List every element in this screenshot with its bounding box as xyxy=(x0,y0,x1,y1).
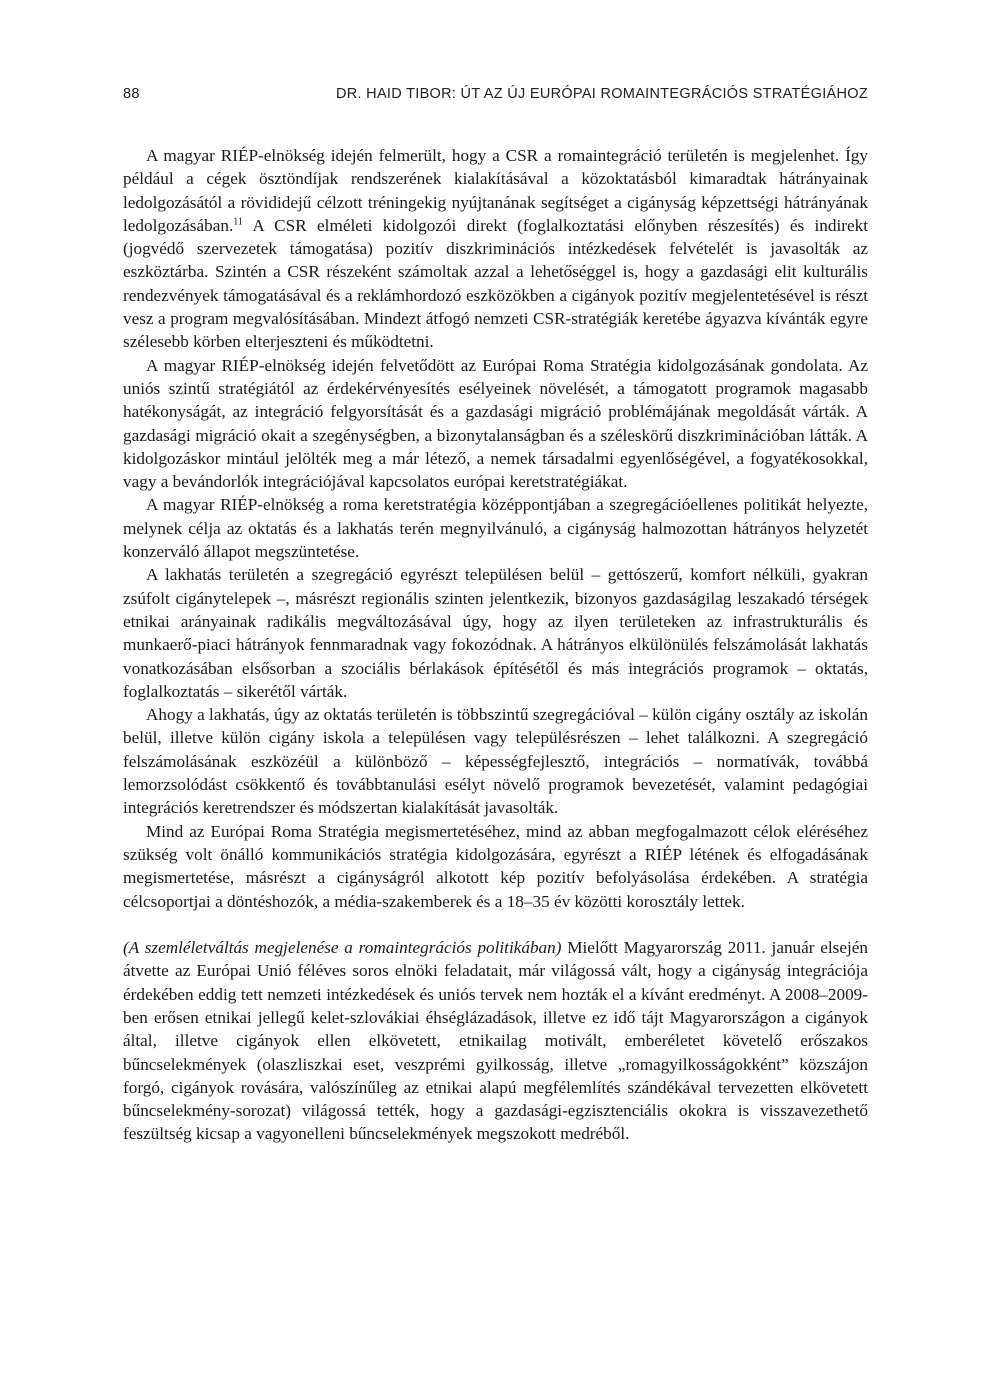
body-text xyxy=(123,144,868,1146)
paragraph-text: A magyar RIÉP-elnökség idején felmerült, hogy a CSR a romaintegráció területén is megjelenhet. Így például a cégek ösztöndíjak rendszerének kialakításával a közoktatásból kimaradtak hátrányainak ledolgozásától a rövididejű célzott tréningekig nyújtanának segítséget a cigányság képzettségi hátrányának ledolgozásában. xyxy=(123,146,868,235)
paragraph-european-roma-strategy: A magyar RIÉP-elnökség idején felvetődött az Európai Roma Stratégia kidolgozásának gondolata. Az uniós szintű stratégiától az érdekérvényesítés esélyeinek növelését, a támogatott programok magasabb hatékonyságát, az integráció felgyorsítását és a gazdasági migráció problémájának megoldását várták. A gazdasági migráció okait a szegénységben, a bizonytalanságban és a széleskörű diszkriminációban látták. A kidolgozáskor mintául jelölték meg a már létező, a nemek társadalmi egyenlőségével, a fogyatékosokkal, vagy a bevándorlók integrációjával kapcsolatos európai keretstratégiákat. xyxy=(123,355,868,492)
paragraph-education: Ahogy a lakhatás, úgy az oktatás területén is többszintű szegregációval – külön cigány osztály az iskolán belül, illetve külön cigány iskola a településen vagy településrészen – lehet találkozni. A szegregáció felszámolásának eszközéül a különböző – képességfejlesztő, integrációs – normatívák, továbbá lemorzsolódást csökkentő és továbbtanulási esélyt növelő programok bevezetését, valamint pedagógiai integrációs keretrendszer és módszertan kialakítását javasolták. xyxy=(123,705,868,818)
footnote-reference[interactable]: 11 xyxy=(233,216,243,228)
paragraph-communication: Mind az Európai Roma Stratégia megismertetéséhez, mind az abban megfogalmazott célok eléréséhez szükség volt önálló kommunikációs stratégia kidolgozására, egyrészt a RIÉP létének és elfogadásának megismertetése, másrészt a cigányságról alkotott kép pozitív befolyásolása érdekében. A stratégia célcsoportjai a döntéshozók, a média-szakemberek és a 18–35 év közötti korosztály lettek. xyxy=(123,821,868,911)
paragraph-text: A CSR elméleti kidolgozói direkt (foglalkoztatási előnyben részesítés) és indirekt (jogvédő szervezetek támogatása) pozitív diszkriminációs intézkedések felvételét is javasolták az eszköztárba. Szintén a CSR részeként számoltak azzal a lehetőséggel is, hogy a gazdasági elit kulturális rendezvények támogatásával és a reklámhordozó eszközökben a cigányok pozitív megjelentetésével is részt vesz a program megvalósításában. Mindezt átfogó nemzeti CSR-stratégiák keretébe ágyazva kívánták egyre szélesebb körben elterjeszteni és működtetni. xyxy=(123,215,868,352)
section-lead-title: (A szemléletváltás megjelenése a romaintegrációs politikában) xyxy=(123,938,562,958)
paragraph-paradigm-shift xyxy=(123,936,868,1146)
paragraph-csr xyxy=(123,144,868,354)
paragraph-text: Mielőtt Magyarország 2011. január elsején átvette az Európai Unió féléves soros elnöki feladatait, már világossá vált, hogy a cigányság integrációja érdekében eddig tett nemzeti intézkedések és uniós tervek nem hozták el a kívánt eredményt. A 2008–2009-ben erősen etnikai jellegű kelet-szlovákiai éhséglázadások, illetve ez idő tájt Magyarországon a cigányok által, illetve cigányok ellen elkövetett, etnikailag motivált, emberéletet követelő erőszakos bűncselekmények (olaszliszkai eset, veszprémi gyilkosság, illetve „romagyilkosságokként” közszájon forgó, cigányok rovására, valószínűleg az etnikai alapú megfélemlítés szándékával tervezetten elkövetett bűncselekmény-sorozat) világossá tették, hogy a gazdasági-egzisztenciális okokra is visszavezethető feszültség kicsap a vagyonelleni bűncselekmények megszokott medréből. xyxy=(123,938,868,1144)
running-title: DR. HAID TIBOR: ÚT AZ ÚJ EURÓPAI ROMAINTEGRÁCIÓS STRATÉGIÁHOZ xyxy=(335,86,868,102)
paragraph-housing: A lakhatás területén a szegregáció egyrészt településen belül – gettószerű, komfort nélküli, gyakran zsúfolt cigánytelepek –, másrészt regionális szinten jelentkezik, bizonyos gazdaságilag leszakadó térségek etnikai arányainak radikális megváltozásával úgy, hogy az ilyen területeken az infrastrukturális és munkaerő-piaci hátrányok fennmaradnak vagy fokozódnak. A hátrányos elkülönülés felszámolását lakhatás vonatkozásában elsősorban a szociális bérlakások építésétől és más integrációs programok – oktatás, foglalkoztatás – sikerétől várták. xyxy=(123,565,868,701)
page-number: 88 xyxy=(123,86,140,102)
paragraph-anti-segregation: A magyar RIÉP-elnökség a roma keretstratégia középpontjában a szegregációellenes politikát helyezte, melynek célja az oktatás és a lakhatás terén megnyilvánuló, a cigányság halmozottan hátrányos helyzetét konzerváló állapot megszüntetése. xyxy=(123,495,868,562)
